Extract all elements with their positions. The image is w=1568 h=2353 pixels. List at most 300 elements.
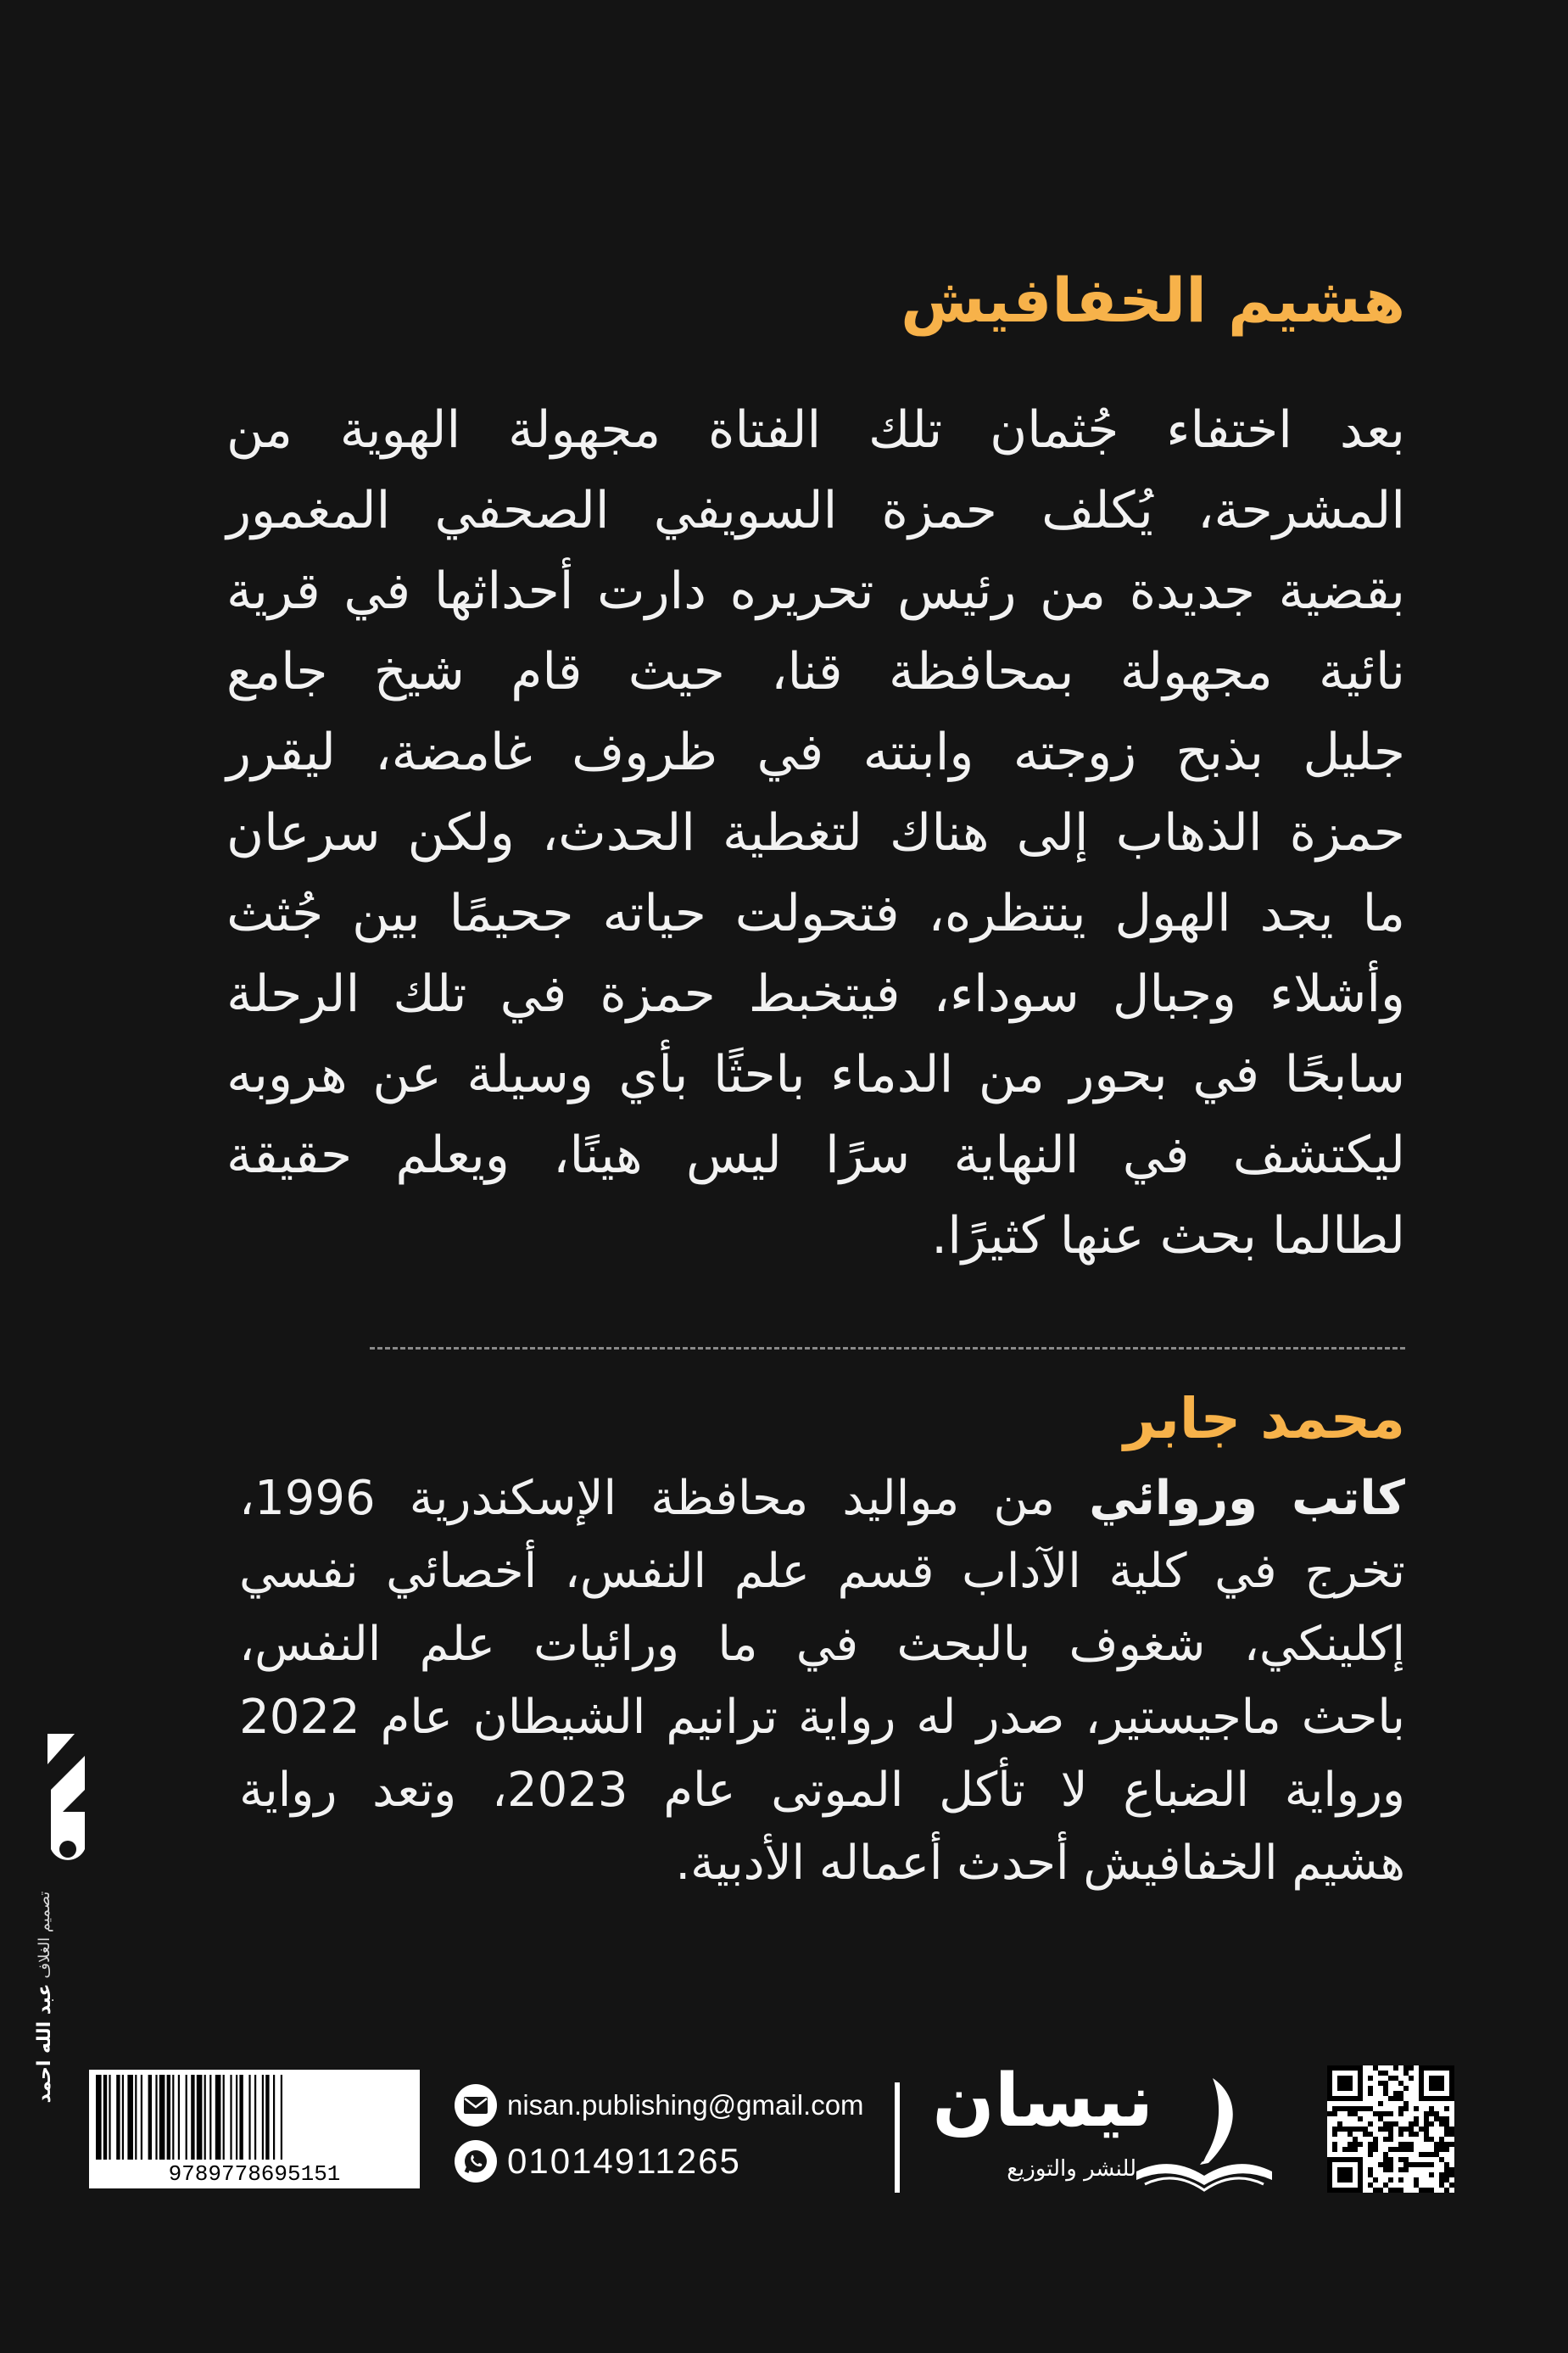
- qr-module: [1434, 2147, 1439, 2152]
- qr-module: [1439, 2147, 1444, 2152]
- qr-module: [1353, 2106, 1358, 2111]
- barcode-bar: [215, 2075, 221, 2160]
- qr-module: [1419, 2152, 1424, 2157]
- qr-module: [1444, 2106, 1449, 2111]
- synopsis-word: عنها: [1059, 1206, 1145, 1266]
- qr-module: [1368, 2132, 1373, 2137]
- qr-module: [1414, 2177, 1419, 2183]
- barcode-bar: [191, 2075, 194, 2160]
- bio-word: ماجيستير،: [1085, 1690, 1281, 1745]
- designer-name: عبد الله احمد: [34, 1983, 55, 2104]
- bio-word: كلية: [1108, 1544, 1187, 1599]
- qr-module: [1449, 2167, 1454, 2172]
- qr-module: [1348, 2132, 1353, 2137]
- qr-module: [1358, 2116, 1363, 2121]
- qr-module: [1378, 2101, 1383, 2106]
- synopsis-word: بذبح: [1175, 723, 1264, 782]
- synopsis-line: [226, 954, 1405, 1035]
- barcode-bar: [141, 2075, 142, 2160]
- synopsis-word: قنا،: [771, 642, 843, 701]
- synopsis-word: دارت: [597, 562, 706, 621]
- synopsis-word: أحداثها: [433, 562, 574, 621]
- qr-module: [1429, 2188, 1434, 2193]
- qr-module: [1424, 2152, 1429, 2157]
- qr-module: [1403, 2157, 1409, 2162]
- synopsis-word: قرية: [226, 562, 321, 621]
- synopsis-line: [226, 713, 1405, 793]
- synopsis-word: تحريره: [729, 562, 874, 621]
- qr-module: [1393, 2121, 1398, 2127]
- synopsis-line: [226, 390, 1405, 471]
- qr-module: [1332, 2111, 1337, 2116]
- barcode-bar: [204, 2075, 206, 2160]
- synopsis-word: رئيس: [897, 562, 1017, 621]
- qr-module: [1439, 2177, 1444, 2183]
- synopsis-word: ليكتشف: [1232, 1126, 1405, 1185]
- contact-email-row: [455, 2080, 864, 2131]
- qr-module: [1368, 2106, 1373, 2111]
- bio-word: أخصائي: [386, 1544, 538, 1599]
- synopsis-word: هروبه: [226, 1045, 348, 1104]
- bio-word: الخفافيش: [1083, 1836, 1278, 1891]
- synopsis-word: بأي: [618, 1045, 689, 1104]
- barcode-bar: [122, 2075, 124, 2160]
- synopsis-word: بعد: [1339, 400, 1405, 460]
- barcode-bar: [135, 2075, 137, 2160]
- qr-module: [1348, 2106, 1353, 2111]
- synopsis-word: إلى: [1016, 803, 1089, 863]
- qr-module: [1403, 2071, 1409, 2076]
- qr-module: [1398, 2142, 1403, 2147]
- qr-module: [1414, 2106, 1419, 2111]
- phone-number[interactable]: 01014911265: [507, 2141, 741, 2181]
- qr-module: [1419, 2162, 1424, 2167]
- qr-module: [1398, 2127, 1403, 2132]
- qr-module: [1358, 2106, 1363, 2111]
- bio-word: الأدبية.: [675, 1836, 806, 1891]
- qr-module: [1358, 2127, 1363, 2132]
- bio-word: علم: [734, 1544, 810, 1599]
- synopsis-word: جُثث: [226, 884, 324, 943]
- qr-module: [1383, 2086, 1388, 2091]
- qr-module: [1414, 2162, 1419, 2167]
- qr-module: [1403, 2147, 1409, 2152]
- qr-module: [1368, 2147, 1373, 2152]
- synopsis-word: ليس: [685, 1126, 782, 1185]
- barcode-bar: [159, 2075, 165, 2160]
- synopsis-word: وابنته: [862, 723, 974, 782]
- open-book-feather-icon: [1128, 2070, 1281, 2197]
- bio-word: أحدث: [957, 1836, 1069, 1891]
- synopsis-word: الصحفي: [434, 481, 610, 540]
- qr-module: [1373, 2142, 1378, 2147]
- synopsis-word: المشرحة،: [1197, 481, 1405, 540]
- email-icon: [455, 2084, 497, 2127]
- qr-module: [1337, 2121, 1342, 2127]
- designer-credit-text: [34, 1892, 55, 2103]
- author-name: محمد جابر: [1124, 1386, 1405, 1451]
- qr-module: [1388, 2147, 1393, 2152]
- bio-word: رواية: [239, 1763, 338, 1818]
- barcode-bar: [265, 2075, 269, 2160]
- synopsis-word: ينتظره،: [928, 884, 1086, 943]
- qr-module: [1353, 2142, 1358, 2147]
- bio-word: الضباع: [1123, 1763, 1249, 1818]
- bio-word: الإسكندرية: [409, 1471, 617, 1526]
- whatsapp-icon: [455, 2140, 497, 2183]
- synopsis-word: من: [1040, 562, 1106, 621]
- qr-module: [1439, 2183, 1444, 2188]
- qr-module: [1449, 2183, 1454, 2188]
- qr-module: [1332, 2106, 1337, 2111]
- qr-module: [1378, 2162, 1383, 2167]
- qr-module: [1393, 2188, 1398, 2193]
- synopsis-word: وجبال: [1112, 964, 1236, 1024]
- bio-line: [239, 1827, 1405, 1900]
- synopsis-word: السويفي: [653, 481, 838, 540]
- qr-module: [1383, 2152, 1388, 2157]
- qr-module: [1449, 2142, 1454, 2147]
- barcode-bar: [109, 2075, 110, 2160]
- qr-module: [1337, 2106, 1342, 2111]
- synopsis-word: هينًا،: [553, 1126, 643, 1185]
- synopsis-word: نائية: [1319, 642, 1405, 701]
- email-address[interactable]: nisan.publishing@gmail.com: [507, 2089, 864, 2121]
- synopsis-word: مجهولة: [508, 400, 661, 460]
- qr-module: [1342, 2127, 1348, 2132]
- barcode-bars: [89, 2070, 420, 2163]
- publisher-name: نيسان: [932, 2059, 1153, 2143]
- synopsis-word: قام: [511, 642, 583, 701]
- qr-module: [1388, 2111, 1393, 2116]
- synopsis-word: حمزة: [881, 481, 997, 540]
- bio-word: كاتب: [1292, 1471, 1405, 1526]
- qr-module: [1439, 2137, 1444, 2142]
- barcode-bar: [281, 2075, 282, 2160]
- bio-line: [239, 1462, 1405, 1535]
- qr-module: [1444, 2132, 1449, 2137]
- qr-module: [1398, 2188, 1403, 2193]
- synopsis-word: بمحافظة: [888, 642, 1074, 701]
- qr-module: [1373, 2147, 1378, 2152]
- qr-module: [1414, 2121, 1419, 2127]
- qr-module: [1434, 2142, 1439, 2147]
- synopsis-word: لتغطية: [723, 803, 862, 863]
- qr-module: [1332, 2142, 1337, 2147]
- synopsis-word: من: [226, 400, 293, 460]
- qr-module: [1337, 2076, 1353, 2091]
- synopsis-word: جُثمان: [990, 400, 1119, 460]
- qr-module: [1398, 2177, 1403, 2183]
- barcode-bar: [248, 2075, 250, 2160]
- synopsis-word: في: [343, 562, 411, 621]
- synopsis-word: غامضة،: [375, 723, 533, 782]
- barcode-bar: [172, 2075, 174, 2160]
- qr-module: [1424, 2127, 1429, 2132]
- bio-word: النفس،: [239, 1617, 382, 1672]
- qr-module: [1398, 2132, 1403, 2137]
- bio-word: تخرج: [1304, 1544, 1405, 1599]
- qr-module: [1383, 2157, 1388, 2162]
- qr-module: [1388, 2188, 1393, 2193]
- bio-word: 2022: [239, 1690, 360, 1745]
- bio-word: باحث: [1301, 1690, 1405, 1745]
- qr-module: [1388, 2121, 1393, 2127]
- synopsis-word: النهاية: [953, 1126, 1080, 1185]
- qr-module: [1342, 2106, 1348, 2111]
- qr-module: [1348, 2127, 1353, 2132]
- qr-module: [1409, 2121, 1414, 2127]
- qr-module: [1353, 2127, 1358, 2132]
- qr-module: [1403, 2142, 1409, 2147]
- qr-module: [1439, 2172, 1444, 2177]
- barcode-bar: [254, 2075, 256, 2160]
- synopsis-word: ظروف: [572, 723, 718, 782]
- qr-module: [1444, 2172, 1449, 2177]
- synopsis-word: في: [1192, 1045, 1260, 1104]
- qr-module: [1348, 2142, 1353, 2147]
- synopsis-word: هناك: [889, 803, 990, 863]
- qr-module: [1409, 2127, 1414, 2132]
- qr-module: [1419, 2127, 1424, 2132]
- qr-module: [1383, 2121, 1388, 2127]
- qr-module: [1337, 2167, 1353, 2183]
- qr-module: [1434, 2152, 1439, 2157]
- synopsis-word: ليقرر: [226, 723, 336, 782]
- synopsis-word: بين: [352, 884, 421, 943]
- bio-word: الآداب: [962, 1544, 1081, 1599]
- bio-word: لا: [1060, 1763, 1088, 1818]
- qr-module: [1332, 2147, 1337, 2152]
- qr-module: [1409, 2142, 1414, 2147]
- qr-module: [1388, 2096, 1393, 2101]
- qr-module: [1398, 2091, 1403, 2096]
- synopsis-word: ما: [1362, 884, 1405, 943]
- bio-word: له: [916, 1690, 957, 1745]
- qr-module: [1414, 2132, 1419, 2137]
- synopsis-word: اختفاء: [1166, 400, 1292, 460]
- qr-module: [1388, 2127, 1393, 2132]
- qr-module: [1368, 2152, 1373, 2157]
- synopsis-line: [226, 1196, 1405, 1277]
- bio-word: علم: [419, 1617, 495, 1672]
- qr-module: [1449, 2172, 1454, 2177]
- synopsis-word: فيتخبط: [748, 964, 901, 1024]
- vertical-separator: [895, 2082, 900, 2193]
- synopsis-line: [226, 471, 1405, 551]
- synopsis-word: وسيلة: [466, 1045, 594, 1104]
- qr-module: [1414, 2116, 1419, 2121]
- synopsis-word: وأشلاء: [1269, 964, 1405, 1024]
- synopsis-line: [226, 1115, 1405, 1196]
- qr-module: [1403, 2065, 1409, 2071]
- bio-word: في: [1214, 1544, 1277, 1599]
- synopsis-line: [226, 632, 1405, 713]
- qr-module: [1444, 2162, 1449, 2167]
- barcode-bar: [262, 2075, 264, 2160]
- qr-module: [1363, 2106, 1368, 2111]
- qr-module: [1424, 2111, 1429, 2116]
- synopsis-word: في: [499, 964, 567, 1024]
- qr-module: [1383, 2081, 1388, 2086]
- barcode-bar: [236, 2075, 237, 2160]
- qr-module: [1444, 2188, 1449, 2193]
- qr-module: [1403, 2106, 1409, 2111]
- synopsis: [226, 390, 1405, 1277]
- designer-role-label: تصميم الغلاف: [36, 1892, 53, 1979]
- contact-phone-row: [455, 2136, 741, 2187]
- bio-word: بالبحث: [896, 1617, 1031, 1672]
- bio-word: 2023،: [491, 1763, 628, 1818]
- synopsis-word: جحيمًا: [449, 884, 574, 943]
- qr-module: [1439, 2121, 1444, 2127]
- synopsis-word: حمزة: [1289, 803, 1405, 863]
- qr-module: [1373, 2111, 1378, 2116]
- book-title: هشيم الخفافيش: [901, 265, 1405, 336]
- synopsis-word: الهول: [1114, 884, 1231, 943]
- synopsis-word: بحث: [1159, 1206, 1257, 1266]
- synopsis-word: تلك: [393, 964, 467, 1024]
- qr-module: [1353, 2147, 1358, 2152]
- synopsis-word: من: [978, 1045, 1045, 1104]
- synopsis-word: سرعان: [226, 803, 381, 863]
- qr-module: [1393, 2076, 1398, 2081]
- qr-module: [1449, 2132, 1454, 2137]
- qr-module: [1378, 2081, 1383, 2086]
- bio-word: عام: [380, 1690, 453, 1745]
- bio-word: ما: [717, 1617, 758, 1672]
- bio-word: قسم: [837, 1544, 935, 1599]
- qr-module: [1383, 2162, 1388, 2167]
- qr-module: [1403, 2167, 1409, 2172]
- bio-line: [239, 1535, 1405, 1608]
- barcode-bar: [155, 2075, 157, 2160]
- qr-module: [1363, 2127, 1368, 2132]
- qr-module: [1409, 2132, 1414, 2137]
- bio-word: عام: [663, 1763, 736, 1818]
- qr-module: [1403, 2162, 1409, 2167]
- qr-module: [1393, 2147, 1398, 2152]
- synopsis-word: بحور: [1069, 1045, 1168, 1104]
- qr-module: [1444, 2147, 1449, 2152]
- qr-module: [1358, 2142, 1363, 2147]
- synopsis-word: الذهاب: [1115, 803, 1263, 863]
- bio-word: في: [795, 1617, 859, 1672]
- synopsis-word: شيخ: [373, 642, 465, 701]
- synopsis-word: بقضية: [1278, 562, 1405, 621]
- qr-module: [1439, 2142, 1444, 2147]
- qr-module: [1353, 2137, 1358, 2142]
- qr-module: [1449, 2127, 1454, 2132]
- bio-word: ترانيم: [666, 1690, 778, 1745]
- synopsis-word: في: [1122, 1126, 1190, 1185]
- qr-module: [1429, 2111, 1434, 2116]
- qr-module: [1368, 2076, 1373, 2081]
- synopsis-word: سرًا: [825, 1126, 911, 1185]
- qr-module: [1383, 2137, 1388, 2142]
- qr-module: [1368, 2172, 1373, 2177]
- bio-word: أعماله: [818, 1836, 943, 1891]
- qr-module: [1429, 2137, 1434, 2142]
- qr-module: [1342, 2147, 1348, 2152]
- qr-module: [1439, 2116, 1444, 2121]
- barcode-bar: [148, 2075, 152, 2160]
- bio-word: وتعد: [372, 1763, 457, 1818]
- synopsis-word: حياته: [602, 884, 706, 943]
- qr-module: [1393, 2091, 1398, 2096]
- bio-line: [239, 1681, 1405, 1754]
- qr-module: [1373, 2177, 1378, 2183]
- section-divider: [370, 1347, 1405, 1350]
- author-bio: [239, 1462, 1405, 1900]
- synopsis-word: الحدث،: [541, 803, 695, 863]
- qr-module: [1383, 2127, 1388, 2132]
- qr-module: [1378, 2127, 1383, 2132]
- synopsis-word: ولكن: [407, 803, 515, 863]
- synopsis-word: سابحًا: [1284, 1045, 1405, 1104]
- qr-module: [1403, 2086, 1409, 2091]
- qr-module: [1429, 2162, 1434, 2167]
- bio-word: ورواية: [1284, 1763, 1405, 1818]
- qr-module: [1373, 2188, 1378, 2193]
- synopsis-line: [226, 551, 1405, 632]
- qr-module: [1429, 2121, 1434, 2127]
- bio-word: 1996،: [239, 1471, 376, 1526]
- bio-line: [239, 1754, 1405, 1827]
- qr-code[interactable]: [1327, 2065, 1454, 2193]
- qr-module: [1398, 2147, 1403, 2152]
- qr-module: [1388, 2132, 1393, 2137]
- bio-word: إكلينكي،: [1243, 1617, 1405, 1672]
- qr-module: [1327, 2111, 1332, 2116]
- barcode-bar: [223, 2075, 225, 2160]
- synopsis-word: في: [756, 723, 824, 782]
- barcode-bar: [103, 2075, 107, 2160]
- qr-module: [1332, 2132, 1337, 2137]
- synopsis-word: سوداء،: [933, 964, 1080, 1024]
- qr-module: [1444, 2177, 1449, 2183]
- synopsis-line: [226, 1035, 1405, 1115]
- qr-code-pattern: [1327, 2065, 1454, 2193]
- synopsis-word: يجد: [1259, 884, 1334, 943]
- qr-module: [1368, 2183, 1373, 2188]
- synopsis-word: عن: [372, 1045, 442, 1104]
- qr-module: [1383, 2183, 1388, 2188]
- qr-module: [1398, 2167, 1403, 2172]
- qr-module: [1424, 2188, 1429, 2193]
- synopsis-word: مجهولة: [1119, 642, 1273, 701]
- qr-module: [1383, 2167, 1388, 2172]
- qr-module: [1439, 2157, 1444, 2162]
- publisher-logo: [924, 2061, 1289, 2197]
- qr-module: [1424, 2116, 1429, 2121]
- barcode-bar: [209, 2075, 211, 2160]
- qr-module: [1424, 2162, 1429, 2167]
- barcode-bar: [167, 2075, 170, 2160]
- qr-module: [1353, 2111, 1358, 2116]
- qr-module: [1409, 2147, 1414, 2152]
- bio-word: الموتى: [771, 1763, 904, 1818]
- synopsis-word: حيث: [628, 642, 725, 701]
- synopsis-word: حمزة: [600, 964, 716, 1024]
- synopsis-word: لطالما: [1271, 1206, 1405, 1266]
- cover-designer-credit: [34, 1730, 102, 2104]
- qr-module: [1388, 2157, 1393, 2162]
- qr-module: [1368, 2121, 1373, 2127]
- bio-word: شغوف: [1069, 1617, 1206, 1672]
- qr-module: [1444, 2116, 1449, 2121]
- synopsis-line: [226, 874, 1405, 954]
